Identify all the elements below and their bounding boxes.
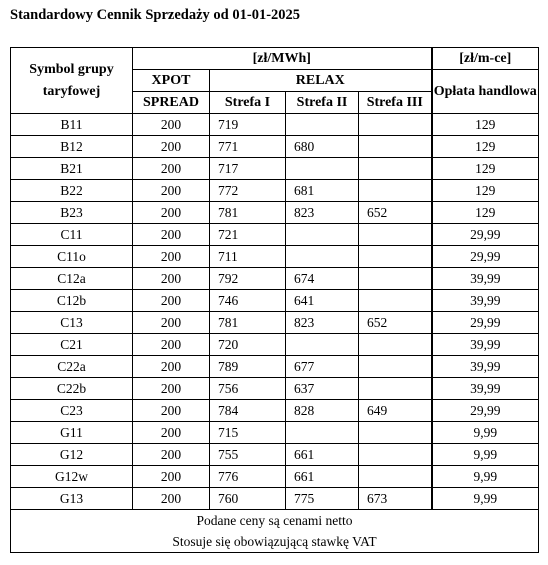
cell-trading-fee: 9,99 — [432, 422, 539, 444]
cell-symbol: G11 — [11, 422, 133, 444]
cell-strefa-1: 717 — [210, 158, 286, 180]
table-row — [11, 422, 539, 444]
header-unit-fee: [zł/m-ce] — [432, 48, 539, 70]
cell-trading-fee: 39,99 — [432, 290, 539, 312]
cell-trading-fee: 39,99 — [432, 334, 539, 356]
cell-strefa-3: 652 — [359, 312, 432, 334]
cell-spread: 200 — [133, 202, 210, 224]
cell-strefa-1: 781 — [210, 312, 286, 334]
cell-spread: 200 — [133, 378, 210, 400]
cell-trading-fee: 9,99 — [432, 466, 539, 488]
cell-trading-fee: 129 — [432, 202, 539, 224]
table-row — [11, 114, 539, 136]
table-row — [11, 158, 539, 180]
cell-strefa-2: 677 — [286, 356, 359, 378]
cell-spread: 200 — [133, 400, 210, 422]
cell-symbol: G12 — [11, 444, 133, 466]
cell-strefa-1: 746 — [210, 290, 286, 312]
cell-trading-fee: 29,99 — [432, 312, 539, 334]
cell-spread: 200 — [133, 114, 210, 136]
cell-trading-fee: 29,99 — [432, 400, 539, 422]
cell-trading-fee: 39,99 — [432, 378, 539, 400]
cell-strefa-3 — [359, 378, 432, 400]
cell-spread: 200 — [133, 268, 210, 290]
cell-strefa-3: 649 — [359, 400, 432, 422]
cell-strefa-1: 789 — [210, 356, 286, 378]
cell-strefa-2: 674 — [286, 268, 359, 290]
page-title: Standardowy Cennik Sprzedaży od 01-01-2025 — [10, 7, 301, 23]
cell-spread: 200 — [133, 224, 210, 246]
header-strefa-3: Strefa III — [359, 92, 432, 114]
cell-trading-fee: 129 — [432, 158, 539, 180]
cell-symbol: C22a — [11, 356, 133, 378]
cell-trading-fee: 29,99 — [432, 224, 539, 246]
cell-symbol: C12a — [11, 268, 133, 290]
cell-strefa-1: 721 — [210, 224, 286, 246]
cell-strefa-2: 680 — [286, 136, 359, 158]
cell-strefa-2: 828 — [286, 400, 359, 422]
cell-strefa-3 — [359, 136, 432, 158]
cell-strefa-3 — [359, 334, 432, 356]
cell-strefa-2: 661 — [286, 466, 359, 488]
cell-strefa-2: 637 — [286, 378, 359, 400]
cell-strefa-1: 756 — [210, 378, 286, 400]
cell-strefa-1: 771 — [210, 136, 286, 158]
cell-strefa-1: 792 — [210, 268, 286, 290]
cell-strefa-3 — [359, 422, 432, 444]
cell-spread: 200 — [133, 488, 210, 510]
cell-trading-fee: 29,99 — [432, 246, 539, 268]
footnote — [11, 510, 539, 553]
header-strefa-1: Strefa I — [210, 92, 286, 114]
footnote-net-prices: Podane ceny są cenami netto — [196, 513, 353, 528]
header-symbol-group: Symbol grupy taryfowej — [11, 48, 133, 114]
cell-strefa-1: 760 — [210, 488, 286, 510]
cell-symbol: C11 — [11, 224, 133, 246]
cell-spread: 200 — [133, 290, 210, 312]
header-strefa-2: Strefa II — [286, 92, 359, 114]
cell-strefa-3: 673 — [359, 488, 432, 510]
cell-strefa-3 — [359, 268, 432, 290]
cell-trading-fee: 129 — [432, 136, 539, 158]
header-trading-fee: Opłata handlowa — [432, 70, 539, 114]
cell-symbol: C13 — [11, 312, 133, 334]
cell-strefa-3: 652 — [359, 202, 432, 224]
table-row — [11, 180, 539, 202]
cell-trading-fee: 39,99 — [432, 268, 539, 290]
cell-strefa-2: 823 — [286, 312, 359, 334]
cell-spread: 200 — [133, 466, 210, 488]
cell-spread: 200 — [133, 136, 210, 158]
cell-strefa-1: 781 — [210, 202, 286, 224]
cell-symbol: B21 — [11, 158, 133, 180]
table-row — [11, 246, 539, 268]
cell-trading-fee: 39,99 — [432, 356, 539, 378]
cell-strefa-3 — [359, 114, 432, 136]
table-row — [11, 334, 539, 356]
table-body — [11, 114, 539, 510]
footnote-vat: Stosuje się obowiązującą stawkę VAT — [172, 534, 377, 549]
cell-strefa-2 — [286, 158, 359, 180]
cell-strefa-3 — [359, 356, 432, 378]
cell-symbol: B23 — [11, 202, 133, 224]
cell-trading-fee: 9,99 — [432, 488, 539, 510]
cell-symbol: B11 — [11, 114, 133, 136]
cell-trading-fee: 129 — [432, 114, 539, 136]
cell-spread: 200 — [133, 444, 210, 466]
cell-strefa-1: 711 — [210, 246, 286, 268]
cell-spread: 200 — [133, 356, 210, 378]
header-relax: RELAX — [210, 70, 432, 92]
cell-spread: 200 — [133, 334, 210, 356]
table-row — [11, 290, 539, 312]
cell-symbol: C12b — [11, 290, 133, 312]
header-spread: SPREAD — [133, 92, 210, 114]
table-row — [11, 444, 539, 466]
cell-spread: 200 — [133, 158, 210, 180]
cell-symbol: C22b — [11, 378, 133, 400]
cell-strefa-3 — [359, 444, 432, 466]
cell-strefa-1: 784 — [210, 400, 286, 422]
cell-strefa-2: 775 — [286, 488, 359, 510]
cell-strefa-3 — [359, 158, 432, 180]
cell-strefa-2 — [286, 114, 359, 136]
cell-symbol: B12 — [11, 136, 133, 158]
cell-spread: 200 — [133, 246, 210, 268]
cell-trading-fee: 9,99 — [432, 444, 539, 466]
cell-symbol: C11o — [11, 246, 133, 268]
cell-strefa-3 — [359, 290, 432, 312]
cell-strefa-2: 823 — [286, 202, 359, 224]
table-row — [11, 466, 539, 488]
cell-strefa-2: 641 — [286, 290, 359, 312]
cell-symbol: G12w — [11, 466, 133, 488]
cell-strefa-1: 776 — [210, 466, 286, 488]
cell-spread: 200 — [133, 312, 210, 334]
cell-strefa-1: 772 — [210, 180, 286, 202]
cell-symbol: B22 — [11, 180, 133, 202]
table-row — [11, 400, 539, 422]
table-row — [11, 488, 539, 510]
cell-strefa-2: 661 — [286, 444, 359, 466]
cell-strefa-2 — [286, 422, 359, 444]
table-row — [11, 356, 539, 378]
table-row — [11, 202, 539, 224]
cell-strefa-1: 755 — [210, 444, 286, 466]
cell-strefa-1: 719 — [210, 114, 286, 136]
cell-symbol: C23 — [11, 400, 133, 422]
table-row — [11, 378, 539, 400]
cell-strefa-2: 681 — [286, 180, 359, 202]
cell-symbol: G13 — [11, 488, 133, 510]
cell-strefa-1: 720 — [210, 334, 286, 356]
header-unit-energy: [zł/MWh] — [133, 48, 432, 70]
cell-strefa-3 — [359, 466, 432, 488]
price-table — [10, 47, 539, 553]
table-row — [11, 268, 539, 290]
cell-spread: 200 — [133, 422, 210, 444]
cell-strefa-2 — [286, 334, 359, 356]
cell-trading-fee: 129 — [432, 180, 539, 202]
cell-strefa-2 — [286, 246, 359, 268]
cell-spread: 200 — [133, 180, 210, 202]
cell-symbol: C21 — [11, 334, 133, 356]
table-row — [11, 224, 539, 246]
cell-strefa-3 — [359, 246, 432, 268]
cell-strefa-1: 715 — [210, 422, 286, 444]
cell-strefa-2 — [286, 224, 359, 246]
table-row — [11, 136, 539, 158]
table-row — [11, 312, 539, 334]
cell-strefa-3 — [359, 224, 432, 246]
cell-strefa-3 — [359, 180, 432, 202]
header-xpot: XPOT — [133, 70, 210, 92]
